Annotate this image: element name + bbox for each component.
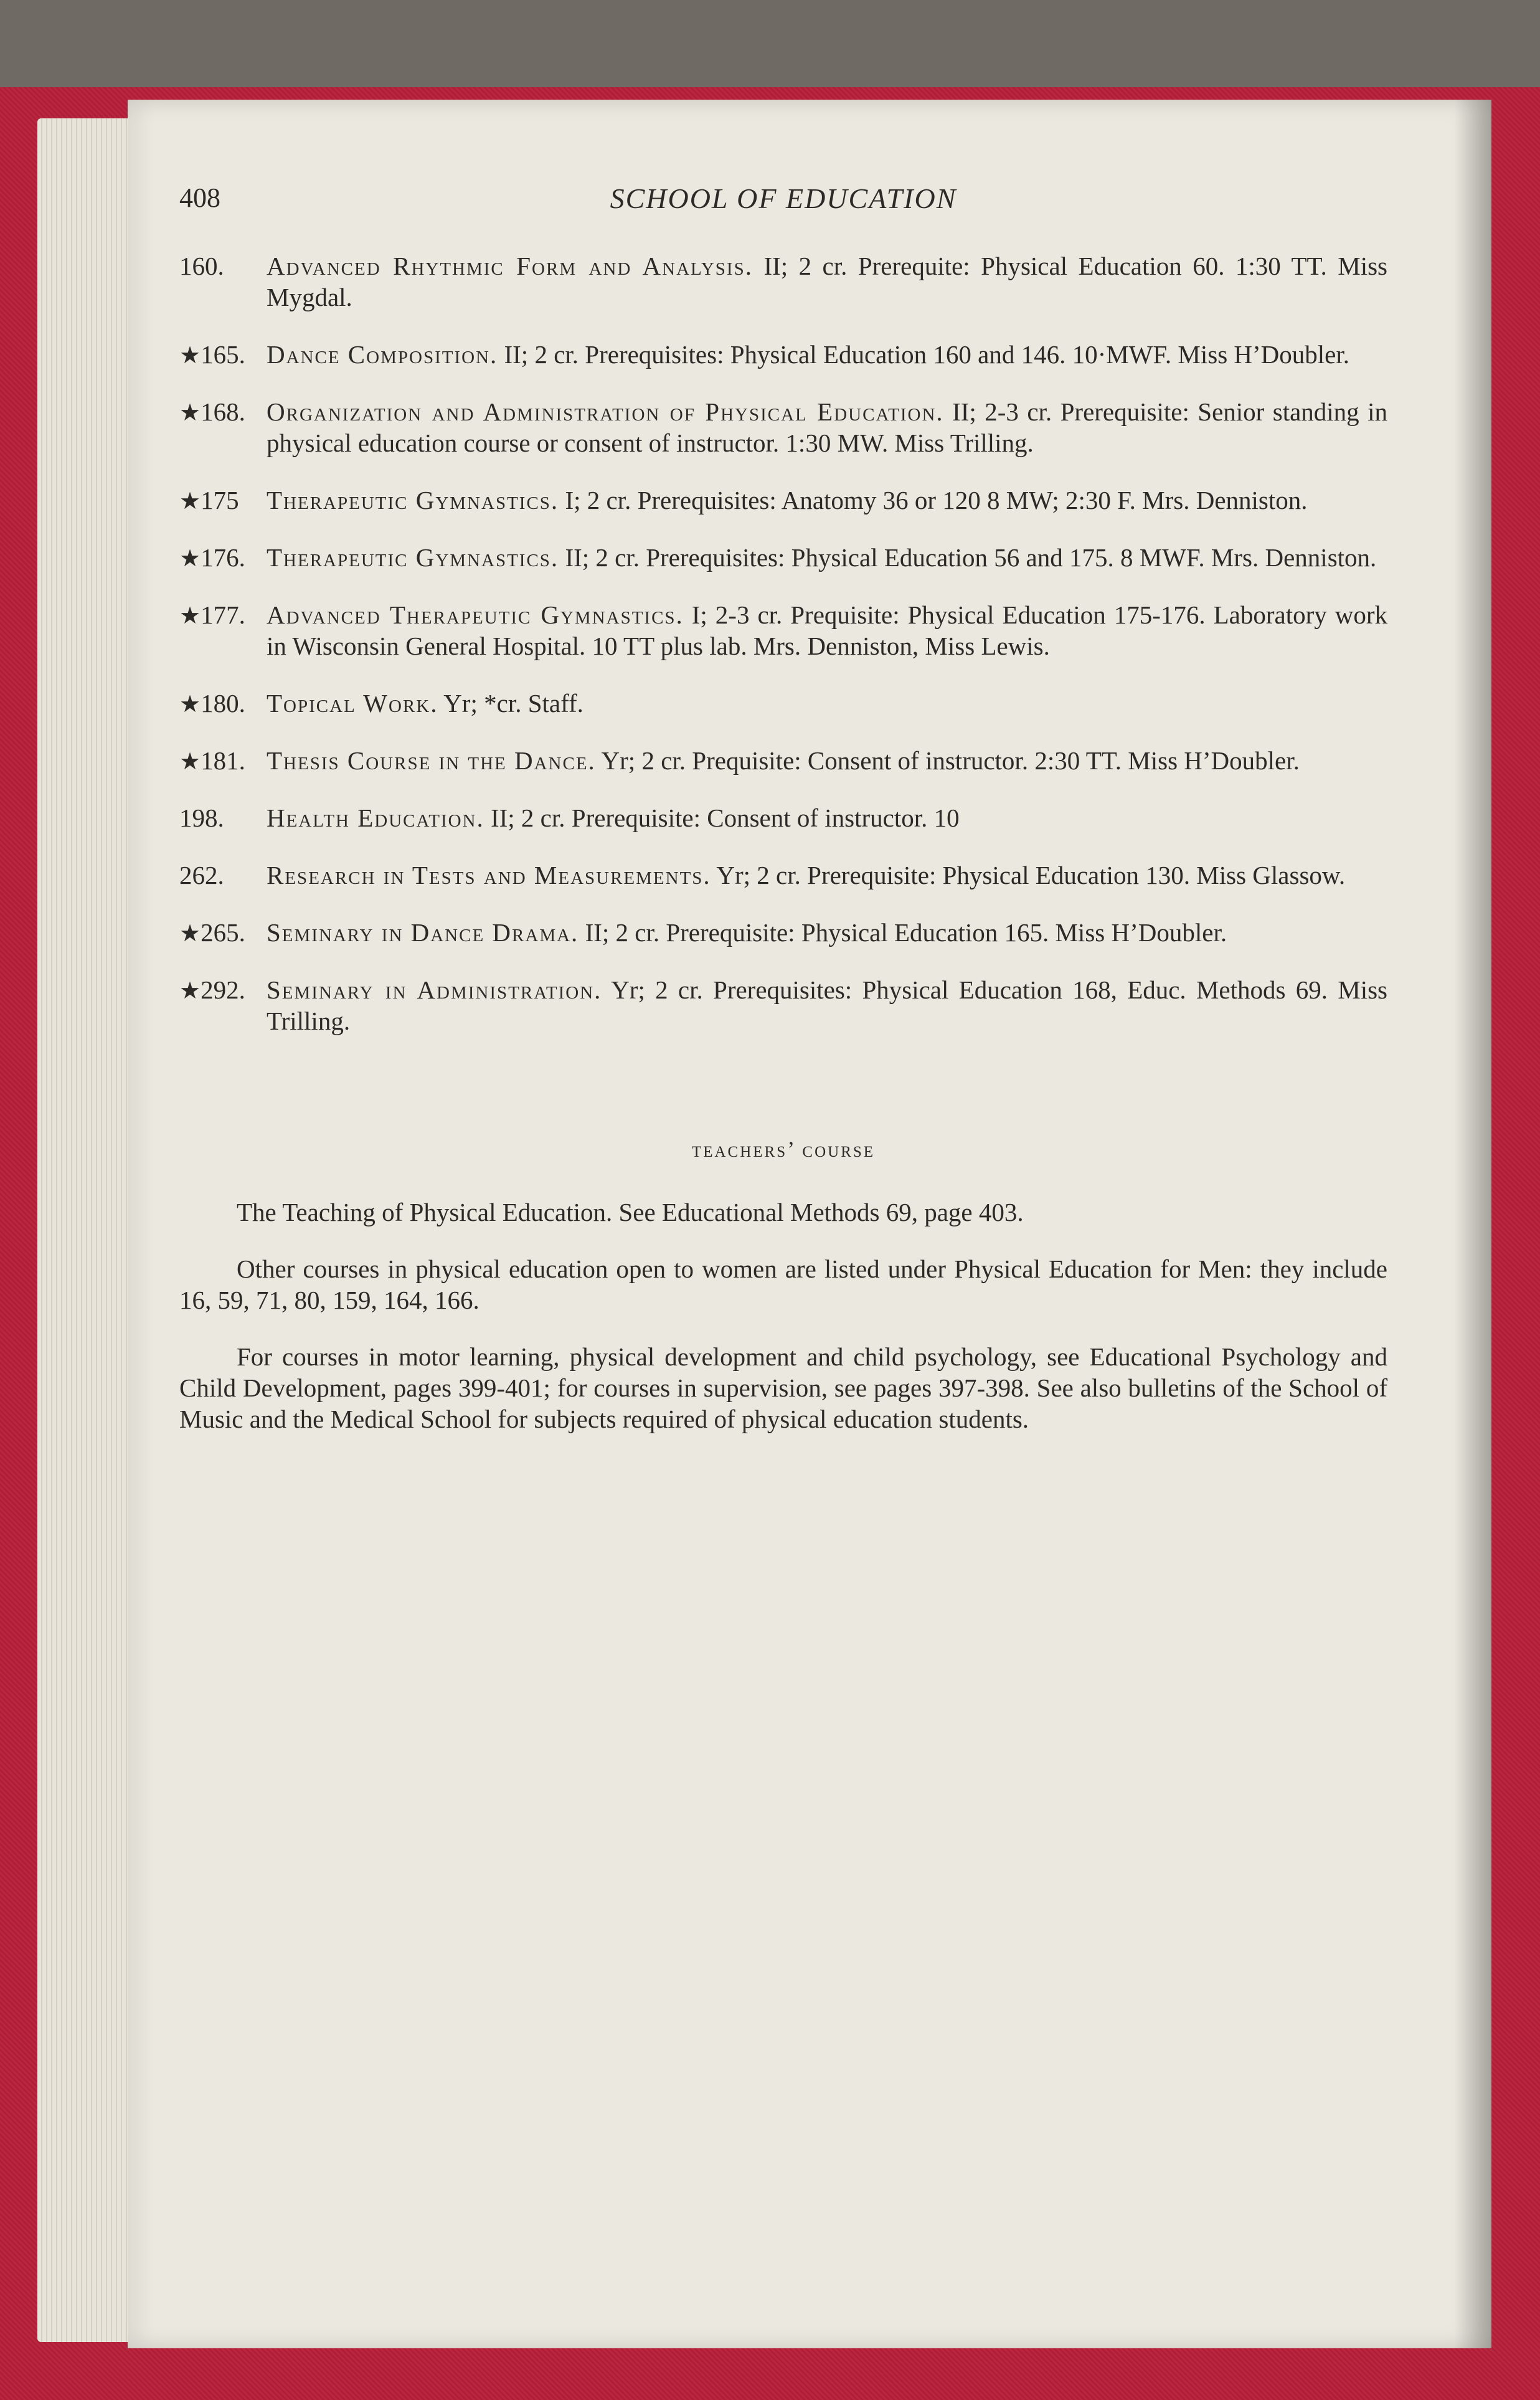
course-details: Yr; 2 cr. Prerequisites: Physical Education 168, Educ. Methods 69. Miss Trilling.: [267, 975, 1388, 1035]
course-details: Yr; 2 cr. Prerequisite: Physical Education 130. Miss Glassow.: [716, 861, 1346, 889]
course-title: Topical Work.: [267, 689, 438, 718]
course-title: Organization and Administration of Physical Education.: [267, 397, 944, 426]
course-title: Dance Composition.: [267, 340, 498, 369]
star-mark: ★: [179, 546, 201, 572]
course-number-label: [179, 688, 245, 720]
page-number: 408: [179, 183, 220, 213]
course-details: II; 2 cr. Prerequisites: Physical Education 160 and 146. 10·MWF. Miss H’Doubler.: [504, 340, 1350, 369]
star-mark: ★: [179, 488, 201, 515]
course-details: II; 2 cr. Prerequisite: Consent of instructor. 10: [490, 804, 960, 832]
course-entry: [179, 250, 1387, 313]
star-mark: ★: [179, 691, 201, 718]
course-entry: [179, 599, 1387, 662]
course-number: 181.: [201, 746, 245, 775]
star-mark: ★: [179, 603, 201, 629]
course-details: Yr; *cr. Staff.: [443, 689, 583, 718]
course-entry: [179, 802, 1387, 833]
course-details: II; 2 cr. Prerequisite: Physical Education 165. Miss H’Doubler.: [585, 918, 1227, 947]
course-title: Research in Tests and Measurements.: [267, 861, 711, 889]
star-mark: ★: [179, 978, 201, 1004]
course-title: Seminary in Administration.: [267, 975, 602, 1004]
star-mark: ★: [179, 343, 201, 369]
course-title: Seminary in Dance Drama.: [267, 918, 579, 947]
course-entry: [179, 688, 1387, 719]
table-surface: [0, 0, 1540, 100]
course-entry: [179, 745, 1387, 776]
course-number-label: [179, 917, 245, 949]
course-entry: [179, 339, 1387, 370]
course-number-label: [179, 599, 245, 632]
course-number-label: [179, 339, 245, 371]
course-entry: [179, 860, 1387, 891]
course-title: Advanced Rhythmic Form and Analysis.: [267, 252, 753, 280]
course-details: Yr; 2 cr. Prequisite: Consent of instructor. 2:30 TT. Miss H’Doubler.: [601, 746, 1300, 775]
course-number: 198.: [179, 804, 224, 832]
course-number-label: [179, 974, 245, 1007]
course-details: II; 2 cr. Prerequite: Physical Education 60. 1:30 TT. Miss Mygdal.: [267, 252, 1388, 311]
course-number-label: [179, 745, 245, 777]
course-title: Advanced Therapeutic Gymnastics.: [267, 600, 684, 629]
course-number-label: [179, 396, 245, 429]
course-entry: [179, 974, 1387, 1036]
course-details: I; 2-3 cr. Prequisite: Physical Education 175-176. Laboratory work in Wisconsin General Hospital. 10 TT plus lab. Mrs. Denniston, Miss Lewis.: [267, 600, 1387, 660]
course-title: Thesis Course in the Dance.: [267, 746, 596, 775]
course-details: II; 2 cr. Prerequisites: Physical Education 56 and 175. 8 MWF. Mrs. Denniston.: [565, 543, 1377, 572]
section-title: SCHOOL OF EDUCATION: [610, 183, 957, 214]
course-details: II; 2-3 cr. Prerequisite: Senior standing in physical education course or consent of instructor. 1:30 MW. Miss Trilling.: [267, 397, 1387, 457]
course-title: Health Education.: [267, 804, 484, 832]
star-mark: ★: [179, 921, 201, 947]
course-number: 180.: [201, 689, 245, 718]
course-number: 265.: [201, 918, 245, 947]
course-number: 165.: [201, 340, 245, 369]
course-list: [179, 250, 1387, 1036]
course-number: 292.: [201, 975, 245, 1004]
course-number-label: [179, 802, 224, 835]
course-entry: [179, 396, 1387, 458]
course-number: 176.: [201, 543, 245, 572]
course-entry: [179, 542, 1387, 573]
running-head: [179, 182, 1387, 250]
course-entry: [179, 485, 1387, 516]
paragraph: Other courses in physical education open to women are listed under Physical Education for Men: they include 16, 59, 71, 80, 159, 164, 166.: [179, 1255, 1387, 1314]
page-content: [179, 182, 1387, 1459]
course-number-label: [179, 860, 224, 892]
course-number: 160.: [179, 252, 224, 280]
course-title: Therapeutic Gymnastics.: [267, 486, 559, 515]
teachers-course-heading: teachers’ course: [691, 1137, 876, 1162]
course-number-label: [179, 542, 245, 574]
course-title: Therapeutic Gymnastics.: [267, 543, 559, 572]
course-number: 262.: [179, 861, 224, 889]
course-number-label: [179, 250, 224, 283]
course-details: I; 2 cr. Prerequisites: Anatomy 36 or 120 8 MW; 2:30 F. Mrs. Denniston.: [565, 486, 1308, 515]
course-number: 168.: [201, 397, 245, 426]
paragraph: For courses in motor learning, physical development and child psychology, see Educational Psychology and Child Development, pages 399-401; for courses in supervision, see pages 397-398. See also bulletins of the School of Music and the Medical School for subjects required of physical education students.: [179, 1342, 1387, 1433]
course-number-label: [179, 485, 239, 517]
gutter-shadow: [1454, 100, 1491, 2348]
star-mark: ★: [179, 749, 201, 775]
paragraph: The Teaching of Physical Education. See Educational Methods 69, page 403.: [237, 1198, 1024, 1226]
star-mark: ★: [179, 400, 201, 426]
course-entry: [179, 917, 1387, 948]
course-number: 177.: [201, 600, 245, 629]
course-number: 175: [201, 486, 239, 515]
